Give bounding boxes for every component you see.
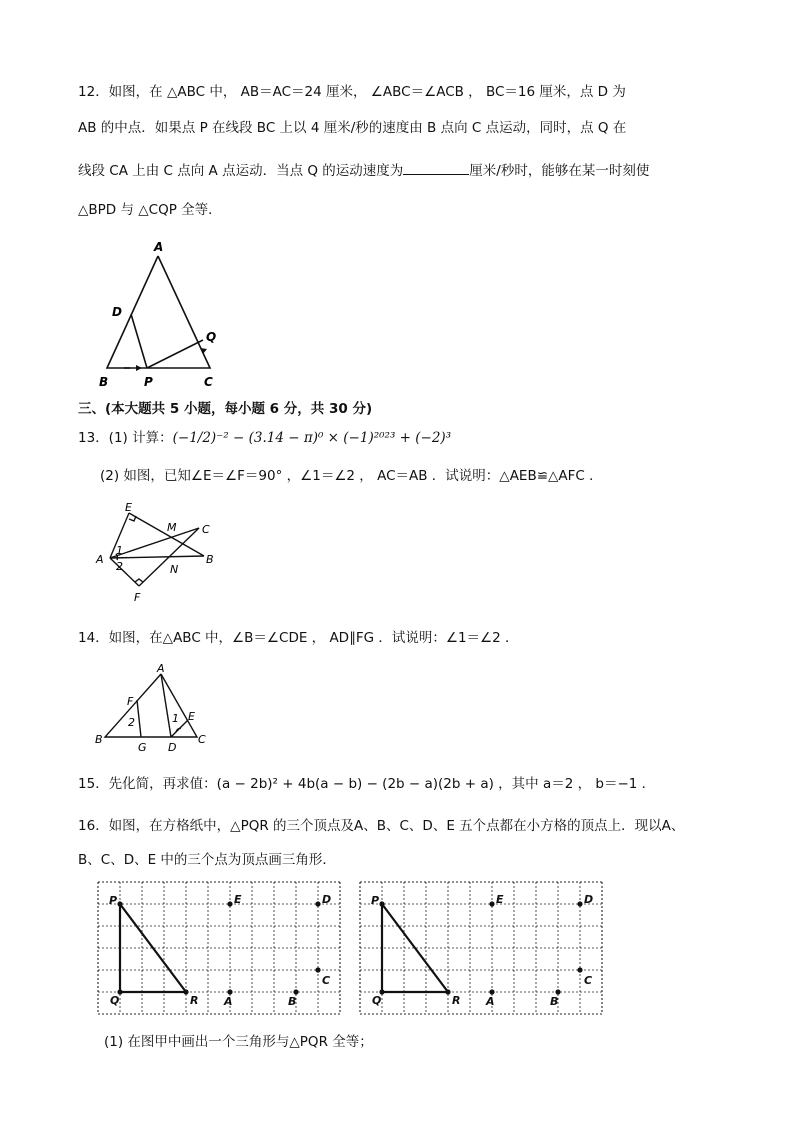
point-D [315,901,320,906]
label-C: C [198,733,206,746]
grid-label-Q: Q [110,994,120,1007]
grid-label-A: A [486,995,495,1008]
q16-part-1: (1) 在图甲中画出一个三角形与△PQR 全等； [104,1034,373,1050]
grid-label-R: R [190,994,199,1007]
q12-number: 12 [78,84,96,100]
label-N: N [170,563,179,576]
point-E [227,901,232,906]
label-D: D [112,305,122,319]
point-C [315,967,320,972]
q13-part-1-expression: (−1/2)⁻² − (3.14 − π)⁰ × (−1)²⁰²³ + (−2)³ [172,430,452,446]
q13-part-1 [78,428,451,448]
q13-part-1-prefix: ．(1) 计算： [95,430,173,446]
q12-line-3-a: 线段 CA 上由 C 点向 A 点运动．当点 Q 的运动速度为 [78,163,404,179]
grid-figure-right [358,880,608,1016]
label-A: A [154,240,164,254]
label-D: D [168,741,177,754]
grid-label-P: P [371,894,380,907]
label-E: E [188,710,195,723]
grid-label-P: P [109,894,118,907]
label-B: B [95,733,103,746]
q13-figure [94,500,224,604]
grid-label-R: R [452,994,461,1007]
q15-text: ．先化简，再求值：(a − 2b)² + 4b(a − b) − (2b − a)(2b + a) ，其中 a＝2 ， b＝−1 ． [95,776,656,792]
grid-label-B: B [288,995,297,1008]
q12-line-3-b: 厘米/秒时，能够在某一时刻使 [469,163,650,179]
point-R [445,989,450,994]
grid-label-B: B [550,995,559,1008]
point-B [293,989,298,994]
q14-line [78,628,519,648]
q12-triangle-figure [90,238,230,398]
section-3-heading: 三、(本大题共 5 小题，每小题 6 分，共 30 分) [78,401,373,417]
label-angle-1: 1 [172,712,179,725]
label-G: G [138,741,147,754]
q15-line [78,774,655,794]
grid-label-Q: Q [372,994,382,1007]
q14-figure [92,662,222,757]
point-A [489,989,494,994]
label-A: A [96,553,104,566]
grid-label-D: D [584,893,594,906]
label-angle-1: 1 [116,544,123,557]
label-F: F [134,591,141,604]
label-C: C [204,375,213,389]
grid-label-C: C [584,974,593,987]
q14-number: 14 [78,630,96,646]
grid-label-E: E [234,893,242,906]
q16-line-1-text: ．如图，在方格纸中，△PQR 的三个顶点及A、B、C、D、E 五个点都在小方格的顶点上．现以A、 [95,818,685,834]
label-angle-2: 2 [128,716,135,729]
label-A: A [157,662,165,675]
q15-number: 15 [78,776,96,792]
q14-text: ．如图，在△ABC 中，∠B＝∠CDE ， AD∥FG ．试说明：∠1＝∠2 ． [95,630,519,646]
label-M: M [167,521,177,534]
point-E [489,901,494,906]
q16-line-2: B、C、D、E 中的三个点为顶点画三角形． [78,852,336,868]
q12-line-4: △BPD 与 △CQP 全等． [78,202,222,218]
q16-number: 16 [78,818,96,834]
triangle-pqr [120,904,186,992]
point-R [183,989,188,994]
triangle-pqr [382,904,448,992]
point-C [577,967,582,972]
grid-figure-left [96,880,346,1016]
point-D [577,901,582,906]
point-P [117,901,122,906]
label-C: C [202,523,210,536]
q13-part-2: (2) 如图，已知∠E＝∠F＝90° ，∠1＝∠2 ， AC＝AB ．试说明：△AEB≌△AFC ． [100,468,603,484]
answer-blank[interactable] [403,160,469,175]
grid-label-A: A [224,995,233,1008]
label-E: E [125,501,132,514]
q12-line-2: AB 的中点．如果点 P 在线段 BC 上以 4 厘米/秒的速度由 B 点向 C 点运动，同时，点 Q 在 [78,120,627,136]
label-P: P [144,375,153,389]
label-angle-2: 2 [116,560,123,573]
label-B: B [206,553,214,566]
label-Q: Q [206,330,217,344]
point-P [379,901,384,906]
q16-line-1 [78,816,684,836]
q13-number: 13 [78,430,96,446]
q12-line-1-text: ．如图，在 △ABC 中， AB＝AC＝24 厘米， ∠ABC＝∠ACB ， BC＝16 厘米，点 D 为 [95,84,626,100]
grid-label-C: C [322,974,331,987]
grid-label-D: D [322,893,332,906]
label-B: B [99,375,109,389]
q12-line-3 [78,160,649,181]
q12-line-1 [78,82,626,102]
point-B [555,989,560,994]
label-F: F [127,695,134,708]
grid-label-E: E [496,893,504,906]
point-A [227,989,232,994]
